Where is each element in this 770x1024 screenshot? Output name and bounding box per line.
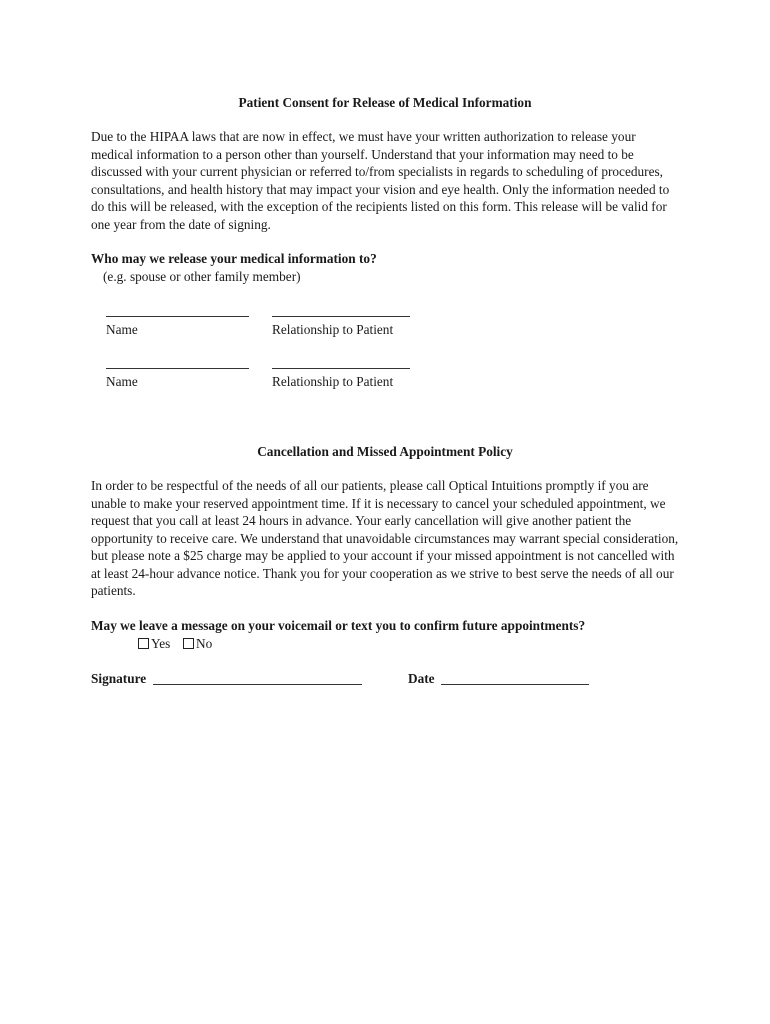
recipient-2-relationship-label: Relationship to Patient	[272, 374, 394, 389]
recipient-2-name-label: Name	[106, 374, 138, 389]
recipient-1-name-label: Name	[106, 322, 138, 337]
signature-label: Signature	[91, 671, 147, 686]
yes-label: Yes	[151, 636, 171, 651]
policy-paragraph: In order to be respectful of the needs of all our patients, please call Optical Intuitions promptly if you are unable to make your reserved appointment time. If it is necessary to cancel your scheduled appointment, we request that you call at least 24 hours in advance. Your early cancellation will give another patient the opportunity to receive care. We understand that unavoidable circumstances may warrant special consideration, but please note a $25 charge may be applied to your account if your missed appointment is not cancelled with at least 24-hour advance notice. Thank you for your cooperation as we strive to best serve the needs of all our patients.	[91, 478, 679, 598]
voicemail-question: May we leave a message on your voicemail or text you to confirm future appointments?	[91, 618, 586, 633]
no-label: No	[196, 636, 213, 651]
recipient-1-name-field[interactable]	[106, 316, 249, 317]
yes-checkbox[interactable]	[138, 638, 149, 649]
recipient-2-relationship-field[interactable]	[272, 368, 410, 369]
recipient-1-relationship-label: Relationship to Patient	[272, 322, 394, 337]
no-checkbox[interactable]	[183, 638, 194, 649]
recipient-1-relationship-field[interactable]	[272, 316, 410, 317]
recipient-2-name-field[interactable]	[106, 368, 249, 369]
release-example: (e.g. spouse or other family member)	[103, 269, 301, 284]
voicemail-yes-option[interactable]	[138, 635, 170, 653]
consent-intro-paragraph: Due to the HIPAA laws that are now in effect, we must have your written authorization to release your medical information to a person other than yourself. Understand that your information may need to be discussed with your current physician or referred to/from specialists in regards to scheduling of procedures, consultations, and health history that may impact your vision and eye health. Only the information needed to do this will be released, with the exception of the recipients listed on this form. This release will be valid for one year from the date of signing.	[91, 129, 670, 232]
consent-title: Patient Consent for Release of Medical Information	[238, 95, 532, 110]
date-field[interactable]	[441, 684, 589, 685]
voicemail-no-option[interactable]	[183, 635, 212, 653]
date-label: Date	[408, 671, 435, 686]
release-question: Who may we release your medical information to?	[91, 251, 377, 266]
signature-field[interactable]	[153, 684, 362, 685]
policy-title: Cancellation and Missed Appointment Policy	[257, 444, 513, 459]
